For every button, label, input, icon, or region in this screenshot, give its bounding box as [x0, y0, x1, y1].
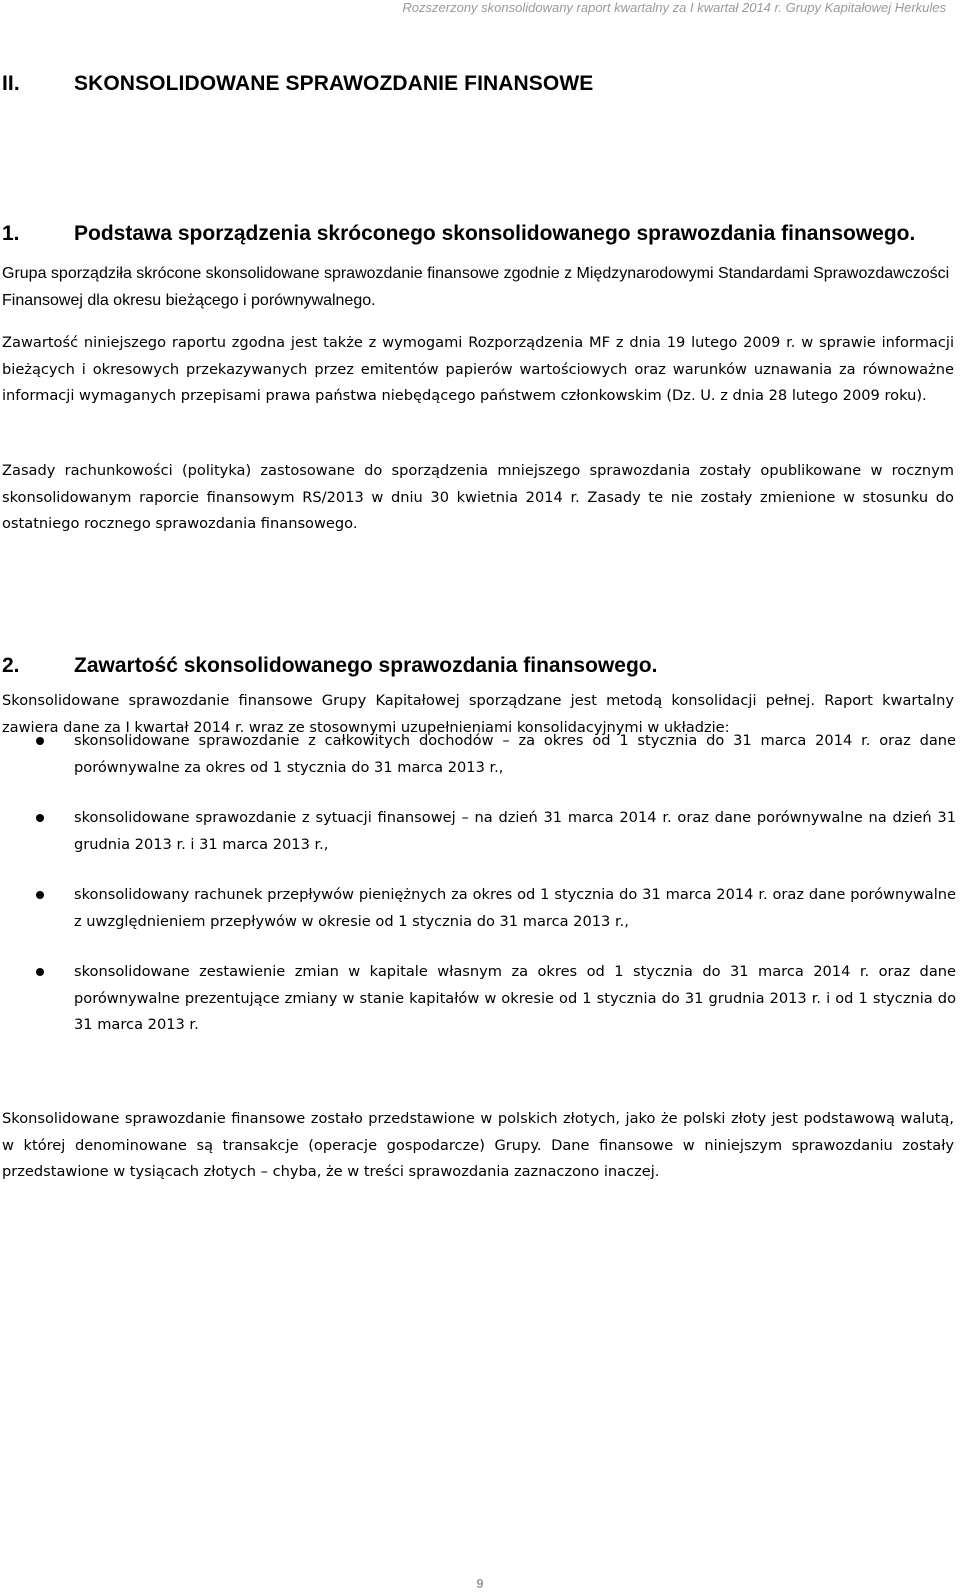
- bullet-icon: [36, 891, 44, 899]
- list-item: skonsolidowane zestawienie zmian w kapitale własnym za okres od 1 stycznia do 31 marca 2014 r. oraz dane porównywalne prezentujące zmiany w stanie kapitałów w okresie od 1 stycznia do 31 grudnia 2013 r. i od 1 stycznia do 31 marca 2013 r.: [0, 959, 956, 1039]
- paragraph-grupa: Grupa sporządziła skrócone skonsolidowane sprawozdanie finansowe zgodnie z Międzynarodowymi Standardami Sprawozdawczości Finansowej dla okresu bieżącego i porównywalnego.: [2, 265, 950, 309]
- running-header: Rozszerzony skonsolidowany raport kwartalny za I kwartał 2014 r. Grupy Kapitałowej Herkules: [402, 0, 946, 15]
- list-item: skonsolidowany rachunek przepływów pieniężnych za okres od 1 stycznia do 31 marca 2014 r. oraz dane porównywalne z uwzględnieniem przepływów w okresie od 1 stycznia do 31 marca 2013 r.,: [0, 882, 956, 935]
- bullet-icon: [36, 737, 44, 745]
- subsection-1-title: Podstawa sporządzenia skróconego skonsolidowanego sprawozdania finansowego.: [74, 222, 916, 245]
- list-item: skonsolidowane sprawozdanie z całkowitych dochodów – za okres od 1 stycznia do 31 marca 2014 r. oraz dane porównywalne za okres od 1 stycznia do 31 marca 2013 r.,: [0, 728, 956, 781]
- section-heading: [2, 72, 593, 96]
- bullet-icon: [36, 968, 44, 976]
- statements-list: [0, 728, 956, 1063]
- subsection-2-number: 2.: [2, 654, 20, 677]
- subsection-2-heading: [2, 654, 657, 678]
- bullet-icon: [36, 814, 44, 822]
- subsection-2-title: Zawartość skonsolidowanego sprawozdania finansowego.: [74, 654, 658, 677]
- section-title: SKONSOLIDOWANE SPRAWOZDANIE FINANSOWE: [74, 72, 594, 95]
- list-item: skonsolidowane sprawozdanie z sytuacji finansowej – na dzień 31 marca 2014 r. oraz dane porównywalne na dzień 31 grudnia 2013 r. i 31 marca 2013 r.,: [0, 805, 956, 858]
- section-number: II.: [2, 72, 20, 95]
- paragraph-zawartosc: Zawartość niniejszego raportu zgodna jest także z wymogami Rozporządzenia MF z dnia 19 lutego 2009 r. w sprawie informacji bieżących i okresowych przekazywanych przez emitentów papierów wartościowych oraz warunków uznawania za równoważne informacji wymaganych przepisami prawa państwa niebędącego państwem członkowskim (Dz. U. z dnia 28 lutego 2009 roku).: [2, 334, 954, 404]
- subsection-1-number: 1.: [2, 222, 20, 245]
- page-number: 9: [476, 1576, 484, 1591]
- paragraph-zasady: Zasady rachunkowości (polityka) zastosowane do sporządzenia mniejszego sprawozdania zostały opublikowane w rocznym skonsolidowanym raporcie finansowym RS/2013 w dniu 30 kwietnia 2014 r. Zasady te nie zostały zmienione w stosunku do ostatniego rocznego sprawozdania finansowego.: [2, 462, 954, 532]
- paragraph-intro: Skonsolidowane sprawozdanie finansowe Grupy Kapitałowej sporządzane jest metodą konsolidacji pełnej. Raport kwartalny zawiera dane za I kwartał 2014 r. wraz ze stosownymi uzupełnieniami konsolidacyjnymi w układzie:: [2, 692, 954, 736]
- subsection-1-heading: [2, 222, 915, 246]
- paragraph-closing: Skonsolidowane sprawozdanie finansowe zostało przedstawione w polskich złotych, jako że polski złoty jest podstawową walutą, w której denominowane są transakcje (operacje gospodarcze) Grupy. Dane finansowe w niniejszym sprawozdaniu zostały przedstawione w tysiącach złotych – chyba, że w treści sprawozdania zaznaczono inaczej.: [2, 1110, 954, 1180]
